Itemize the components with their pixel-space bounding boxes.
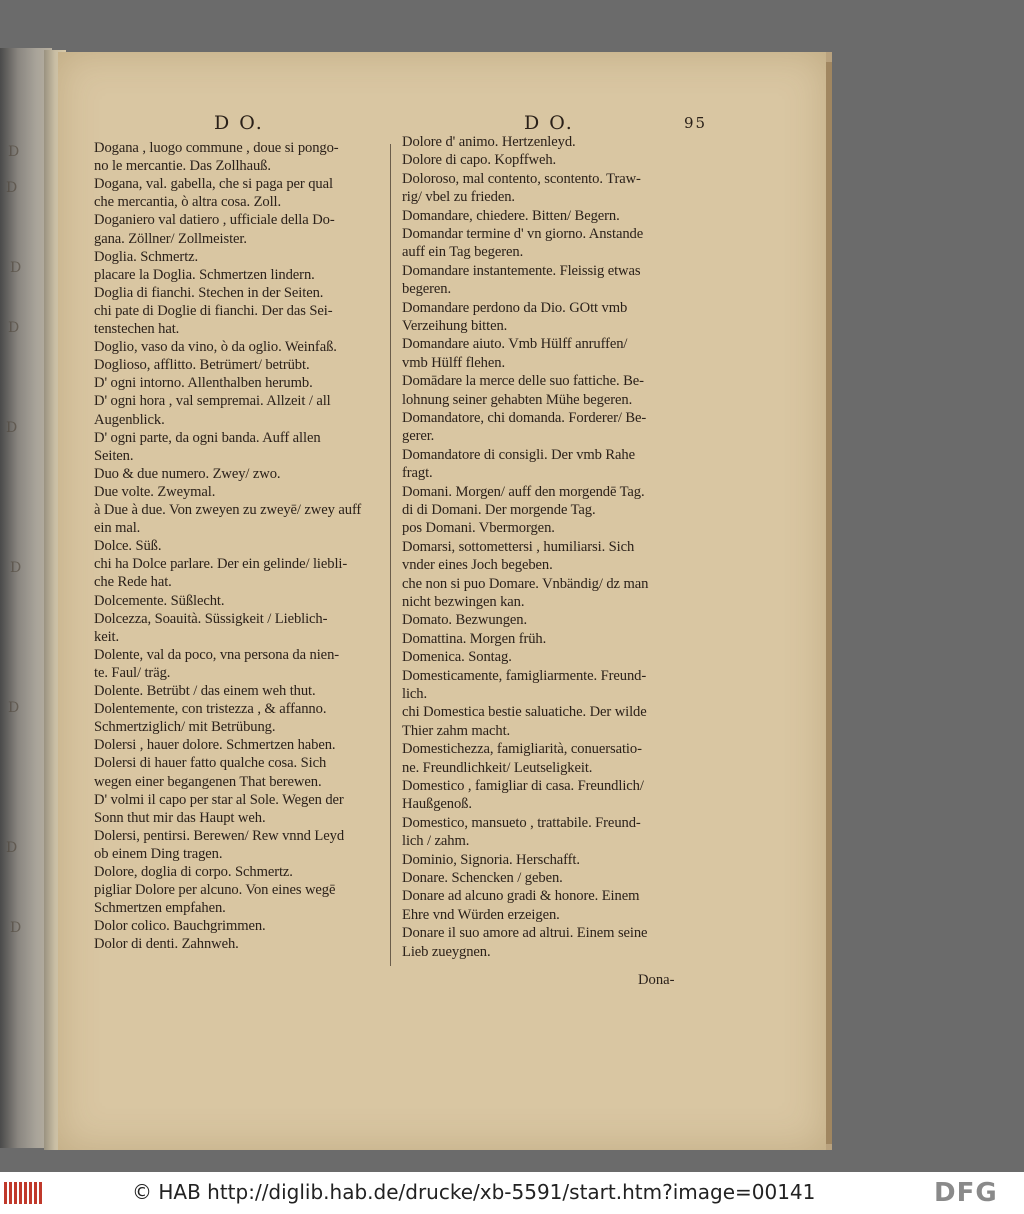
entry-line: Ehre vnd Würden erzeigen. — [402, 906, 560, 923]
entry-line: Donare. Schencken / geben. — [402, 870, 563, 886]
entry-line: placare la Doglia. Schmertzen lindern. — [94, 266, 315, 283]
entry-line: ob einem Ding tragen. — [94, 845, 223, 862]
entry-line: Domandare perdono da Dio. GOtt vmb — [402, 299, 628, 316]
book-page — [58, 52, 832, 1150]
entry-line: rig/ vbel zu frieden. — [402, 189, 515, 206]
entry-line: Domato. Bezwungen. — [402, 612, 528, 629]
entry-line: Doglia di fianchi. Stechen in der Seiten. — [94, 284, 324, 301]
entry-line: Thier zahm macht. — [402, 722, 511, 739]
entry-line: Dolersi , hauer dolore. Schmertzen haben. — [94, 737, 336, 754]
entry-line: gana. Zöllner/ Zollmeister. — [94, 230, 247, 247]
entry-line: lich. — [402, 686, 428, 702]
entry-line: Dolersi, pentirsi. Berewen/ Rew vnnd Leyd — [94, 827, 345, 844]
entry-line: Domandare, chiedere. Bitten/ Begern. — [402, 207, 620, 224]
entry-line: Domādare la merce delle suo fattiche. Be- — [402, 373, 644, 390]
catchword: Dona- — [638, 972, 675, 988]
entry-line: Domandar termine d' vn giorno. Anstande — [402, 226, 644, 242]
page-edge — [826, 62, 832, 1144]
entry-line: Dolersi di hauer fatto qualche cosa. Sich — [94, 755, 327, 772]
entry-line: ein mal. — [94, 520, 141, 537]
entry-line: begeren. — [402, 281, 452, 298]
entry-line: Domandatore, chi domanda. Forderer/ Be- — [402, 410, 647, 426]
entry-line: Schmertzen empfahen. — [94, 900, 226, 917]
entry-line: Dolcemente. Süßlecht. — [94, 592, 225, 609]
entry-line: Domandare aiuto. Vmb Hülff anruffen/ — [402, 336, 628, 353]
entry-line: gerer. — [402, 428, 435, 445]
entry-line: Schmertziglich/ mit Betrübung. — [94, 719, 276, 736]
entry-line: D' ogni parte, da ogni banda. Auff allen — [94, 429, 321, 446]
entry-line: Dolcezza, Soauità. Süssigkeit / Lieblich- — [94, 610, 328, 627]
entry-line: Dogana, val. gabella, che si paga per qual — [94, 176, 333, 193]
entry-line: Donare ad alcuno gradi & honore. Einem — [402, 888, 640, 905]
entry-line: Donare il suo amore ad altrui. Einem seine — [402, 925, 648, 942]
entry-line: che non si puo Domare. Vnbändig/ dz man — [402, 575, 649, 592]
entry-line: che mercantia, ò altra cosa. Zoll. — [94, 194, 282, 211]
entry-line: Dolentemente, con tristezza , & affanno. — [94, 701, 327, 718]
entry-line: Domestico , famigliar di casa. Freundlich/ — [402, 778, 644, 794]
entry-line: tenstechen hat. — [94, 321, 180, 337]
entry-line: pos Domani. Vbermorgen. — [402, 520, 555, 537]
entry-line: Domandatore di consigli. Der vmb Rahe — [402, 446, 635, 463]
entry-line: che Rede hat. — [94, 574, 172, 591]
footer-bar — [0, 1172, 1024, 1214]
entry-line: D' ogni intorno. Allenthalben herumb. — [94, 375, 313, 392]
entry-line: Dolor colico. Bauchgrimmen. — [94, 918, 266, 935]
page-number: 95 — [684, 114, 708, 132]
entry-line: Domenica. Sontag. — [402, 649, 512, 666]
hab-logo-icon — [4, 1180, 42, 1206]
entry-line: Due volte. Zweymal. — [94, 483, 216, 500]
entry-line: vmb Hülff flehen. — [402, 354, 506, 371]
entry-line: à Due à due. Von zweyen zu zweyē/ zwey auff — [94, 502, 362, 518]
entry-line: Doglioso, afflitto. Betrümert/ betrübt. — [94, 357, 310, 374]
entry-line: chi pate di Doglie di fianchi. Der das Sei- — [94, 302, 333, 319]
entry-line: Doglio, vaso da vino, ò da oglio. Weinfaß. — [94, 339, 337, 356]
entry-line: lich / zahm. — [402, 833, 470, 850]
entry-line: D' volmi il capo per star al Sole. Wegen der — [94, 791, 344, 808]
entry-line: Dolente. Betrübt / das einem weh thut. — [94, 683, 316, 699]
entry-line: Augenblick. — [94, 411, 165, 428]
entry-line: Seiten. — [94, 447, 134, 464]
entry-line: Domattina. Morgen früh. — [402, 630, 547, 647]
entry-line: Domarsi, sottomettersi , humiliarsi. Sich — [402, 538, 635, 555]
entry-line: fragt. — [402, 465, 433, 482]
entry-line: chi ha Dolce parlare. Der ein gelinde/ liebli- — [94, 556, 348, 573]
entry-line: Duo & due numero. Zwey/ zwo. — [94, 465, 281, 482]
entry-line: lohnung seiner gehabten Mühe begeren. — [402, 391, 633, 408]
entry-line: pigliar Dolore per alcuno. Von eines wegē — [94, 882, 336, 899]
entry-line: chi Domestica bestie saluatiche. Der wilde — [402, 704, 647, 721]
entry-line: Verzeihung bitten. — [402, 318, 508, 334]
column-divider — [390, 144, 391, 966]
entry-line: Doglia. Schmertz. — [94, 248, 199, 265]
running-header-left: D O. — [214, 112, 264, 134]
entry-line: keit. — [94, 628, 120, 645]
entry-line: Domandare instantemente. Fleissig etwas — [402, 262, 641, 279]
entry-line: Domani. Morgen/ auff den morgendē Tag. — [402, 483, 645, 500]
entry-line: Dominio, Signoria. Herschafft. — [402, 851, 580, 868]
entry-line: Dolce. Süß. — [94, 538, 162, 555]
entry-line: te. Faul/ träg. — [94, 664, 171, 681]
entry-line: Dolor di denti. Zahnweh. — [94, 936, 239, 953]
copyright-link[interactable]: © HAB http://diglib.hab.de/drucke/xb-5591/start.htm?image=00141 — [132, 1180, 816, 1204]
entry-line: Domestichezza, famigliarità, conuersatio- — [402, 741, 642, 758]
entry-line: Dolore d' animo. Hertzenleyd. — [402, 134, 576, 150]
entry-line: vnder eines Joch begeben. — [402, 557, 553, 574]
entry-line: Haußgenoß. — [402, 796, 472, 813]
entry-line: D' ogni hora , val sempremai. Allzeit / all — [94, 393, 331, 410]
entry-line: nicht bezwingen kan. — [402, 594, 525, 610]
entry-line: auff ein Tag begeren. — [402, 244, 524, 261]
entry-line: Sonn thut mir das Haupt weh. — [94, 809, 266, 826]
facing-page-bleed: D D D D D D D D D — [6, 144, 22, 936]
entry-line: Dolente, val da poco, vna persona da nien- — [94, 646, 340, 663]
entry-line: Lieb zueygnen. — [402, 943, 491, 960]
entry-line: Doganiero val datiero , ufficiale della Do- — [94, 212, 335, 229]
dfg-logo: DFG — [934, 1178, 998, 1208]
entry-line: di di Domani. Der morgende Tag. — [402, 502, 596, 518]
entry-line: Doloroso, mal contento, scontento. Traw- — [402, 170, 641, 187]
entry-line: Domestico, mansueto , trattabile. Freund- — [402, 814, 641, 831]
running-header-right: D O. — [524, 112, 574, 134]
entry-line: Dolore, doglia di corpo. Schmertz. — [94, 864, 293, 880]
entry-line: Dolore di capo. Kopffweh. — [402, 152, 557, 169]
entry-line: wegen einer begangenen That berewen. — [94, 773, 322, 790]
entry-line: Dogana , luogo commune , doue si pongo- — [94, 140, 339, 156]
entry-line: Domesticamente, famigliarmente. Freund- — [402, 667, 647, 684]
entry-line: no le mercantie. Das Zollhauß. — [94, 158, 271, 175]
entry-line: ne. Freundlichkeit/ Leutseligkeit. — [402, 759, 593, 776]
